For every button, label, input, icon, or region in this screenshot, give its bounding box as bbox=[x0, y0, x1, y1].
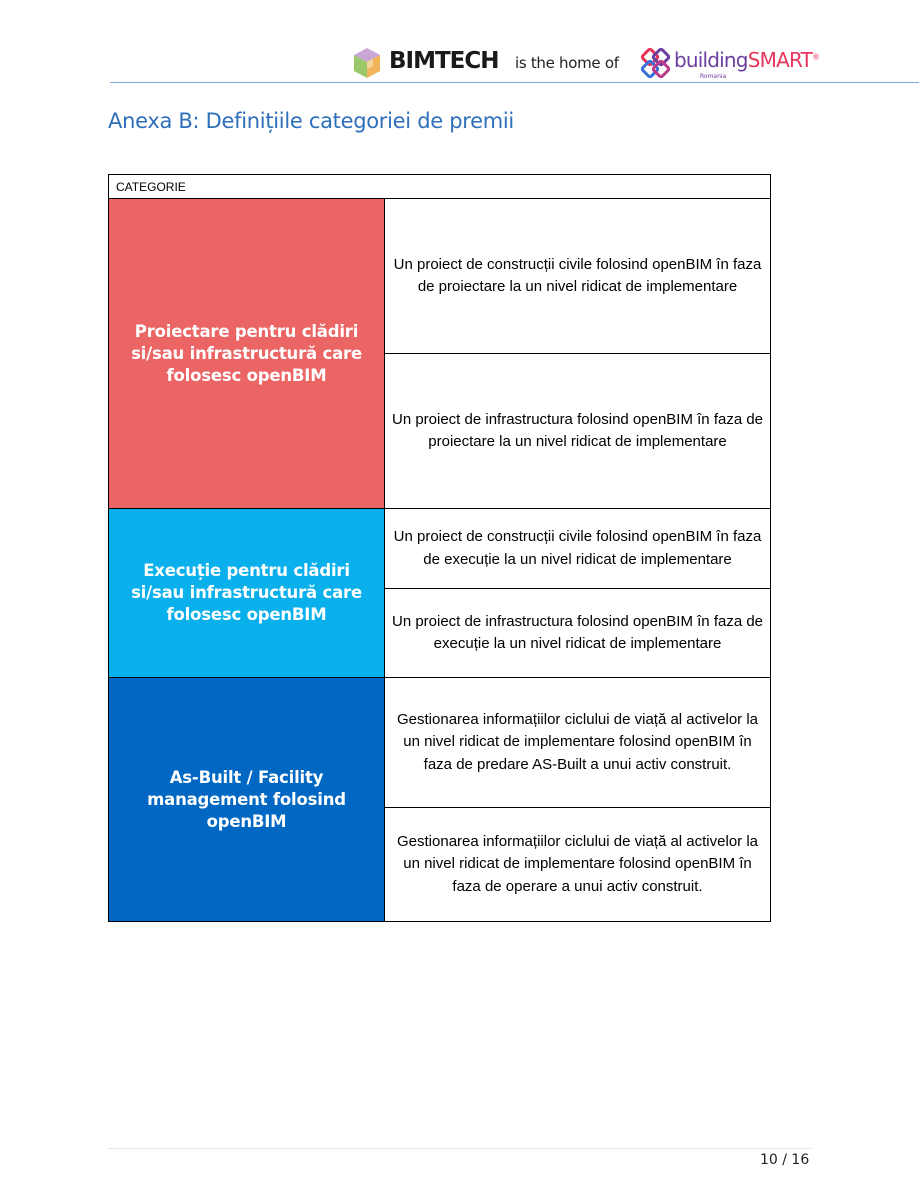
category-description: Gestionarea informațiilor ciclului de viață al activelor la un nivel ridicat de implementare folosind openBIM în faza de predare AS-Built a unui activ construit. bbox=[385, 678, 771, 808]
bimtech-logo-text: BIMTECH bbox=[389, 48, 499, 74]
category-description: Un proiect de infrastructura folosind openBIM în faza de proiectare la un nivel ridicat de implementare bbox=[385, 354, 771, 509]
buildingsmart-logo-text bbox=[674, 48, 819, 72]
buildingsmart-romania-label: Romania bbox=[700, 73, 727, 80]
page-number: 10 / 16 bbox=[760, 1152, 810, 1168]
buildingsmart-logo-icon bbox=[640, 46, 674, 82]
table-header-row bbox=[109, 175, 771, 199]
category-design: Proiectare pentru clădiri si/sau infrastructură care folosesc openBIM bbox=[109, 199, 385, 509]
award-categories-table bbox=[108, 174, 771, 922]
table-row bbox=[109, 199, 771, 354]
footer-divider bbox=[108, 1148, 811, 1149]
category-description: Un proiect de construcții civile folosind openBIM în faza de proiectare la un nivel ridicat de implementare bbox=[385, 199, 771, 354]
category-description: Gestionarea informațiilor ciclului de viață al activelor la un nivel ridicat de implementare folosind openBIM în faza de operare a unui activ construit. bbox=[385, 808, 771, 922]
table-header-cell: CATEGORIE bbox=[109, 175, 771, 199]
buildingsmart-part-smart: SMART bbox=[747, 48, 813, 72]
category-asbuilt-fm: As-Built / Facility management folosind openBIM bbox=[109, 678, 385, 922]
header-connector-text: is the home of bbox=[515, 54, 619, 72]
buildingsmart-part-building: building bbox=[674, 48, 748, 72]
table-row bbox=[109, 678, 771, 808]
bimtech-cube-logo-icon bbox=[352, 46, 382, 80]
category-description: Un proiect de construcții civile folosind openBIM în faza de execuție la un nivel ridicat de implementare bbox=[385, 509, 771, 589]
header-divider bbox=[110, 82, 919, 83]
page-title: Anexa B: Definițiile categoriei de premii bbox=[108, 109, 514, 133]
category-execution: Execuție pentru clădiri si/sau infrastructură care folosesc openBIM bbox=[109, 509, 385, 678]
category-description: Un proiect de infrastructura folosind openBIM în faza de execuție la un nivel ridicat de implementare bbox=[385, 589, 771, 678]
buildingsmart-trademark: ® bbox=[812, 52, 820, 62]
table-row bbox=[109, 509, 771, 589]
